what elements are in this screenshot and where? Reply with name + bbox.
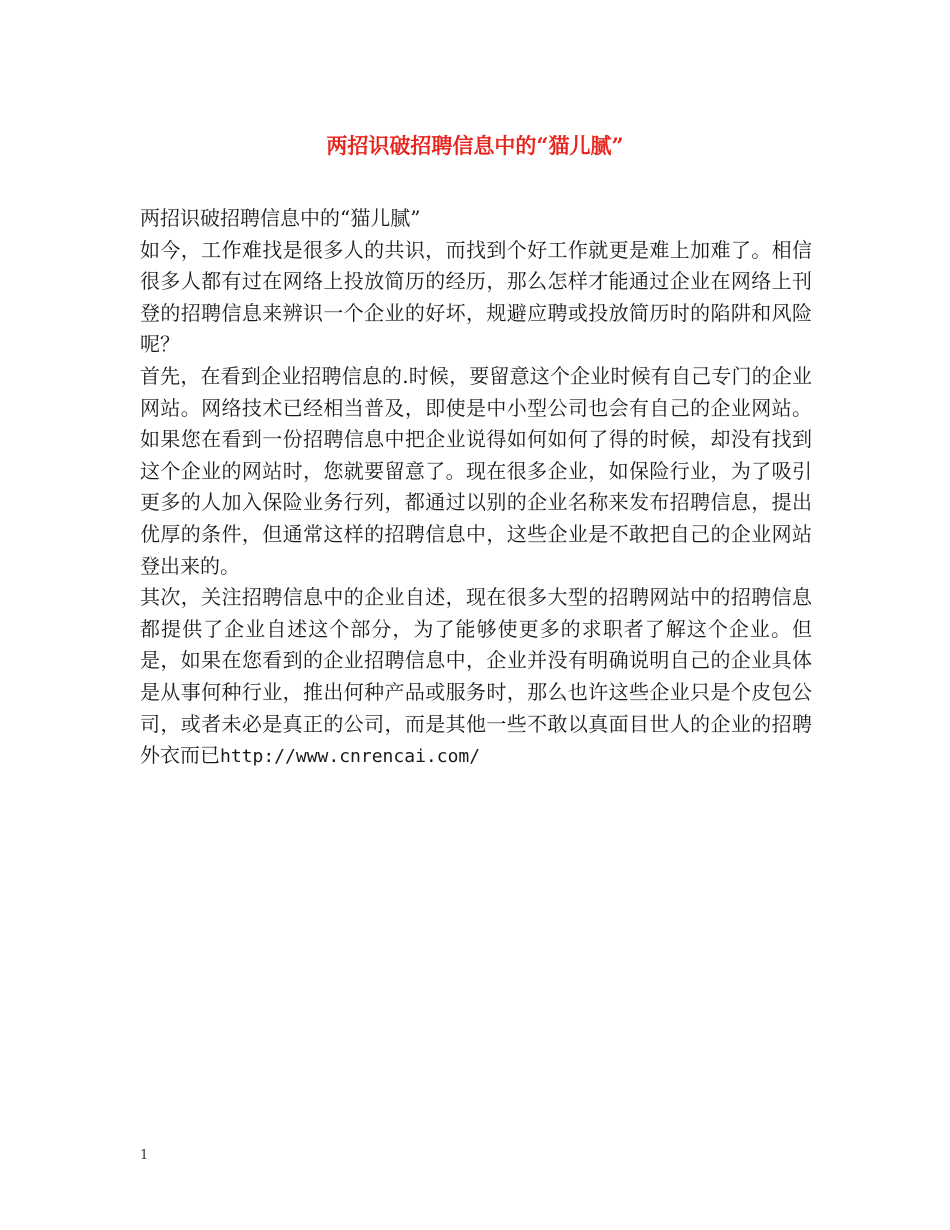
- document-body: [140, 203, 812, 773]
- source-url: http://www.cnrencai.com/: [220, 746, 481, 768]
- paragraph-intro: 如今，工作难找是很多人的共识，而找到个好工作就更是难上加难了。相信很多人都有过在网络上投放简历的经历，那么怎样才能通过企业在网络上刊登的招聘信息来辨识一个企业的好坏，规避应聘或投放简历时的陷阱和风险呢？: [140, 237, 812, 357]
- paragraph-heading: 两招识破招聘信息中的“猫儿腻”: [140, 206, 421, 230]
- paragraph-first-tip: 首先，在看到企业招聘信息的.时候，要留意这个企业时候有自己专门的企业网站。网络技术已经相当普及，即使是中小型公司也会有自己的企业网站。如果您在看到一份招聘信息中把企业说得如何如何了得的时候，却没有找到这个企业的网站时，您就要留意了。现在很多企业，如保险行业，为了吸引更多的人加入保险业务行列，都通过以别的企业名称来发布招聘信息，提出优厚的条件，但通常这样的招聘信息中，这些企业是不敢把自己的企业网站登出来的。: [140, 363, 812, 578]
- page-title: 两招识破招聘信息中的“猫儿腻”: [326, 133, 624, 158]
- paragraph-second-tip-text: 其次，关注招聘信息中的企业自述，现在很多大型的招聘网站中的招聘信息都提供了企业自述这个部分，为了能够使更多的求职者了解这个企业。但是，如果在您看到的企业招聘信息中，企业并没有明确说明自己的企业具体是从事何种行业，推出何种产品或服务时，那么也许这些企业只是个皮包公司，或者未必是真正的公司，而是其他一些不敢以真面目世人的企业的招聘外衣而已: [140, 585, 812, 768]
- paragraph-second-tip: [140, 582, 812, 773]
- page-number: 1: [140, 1148, 149, 1163]
